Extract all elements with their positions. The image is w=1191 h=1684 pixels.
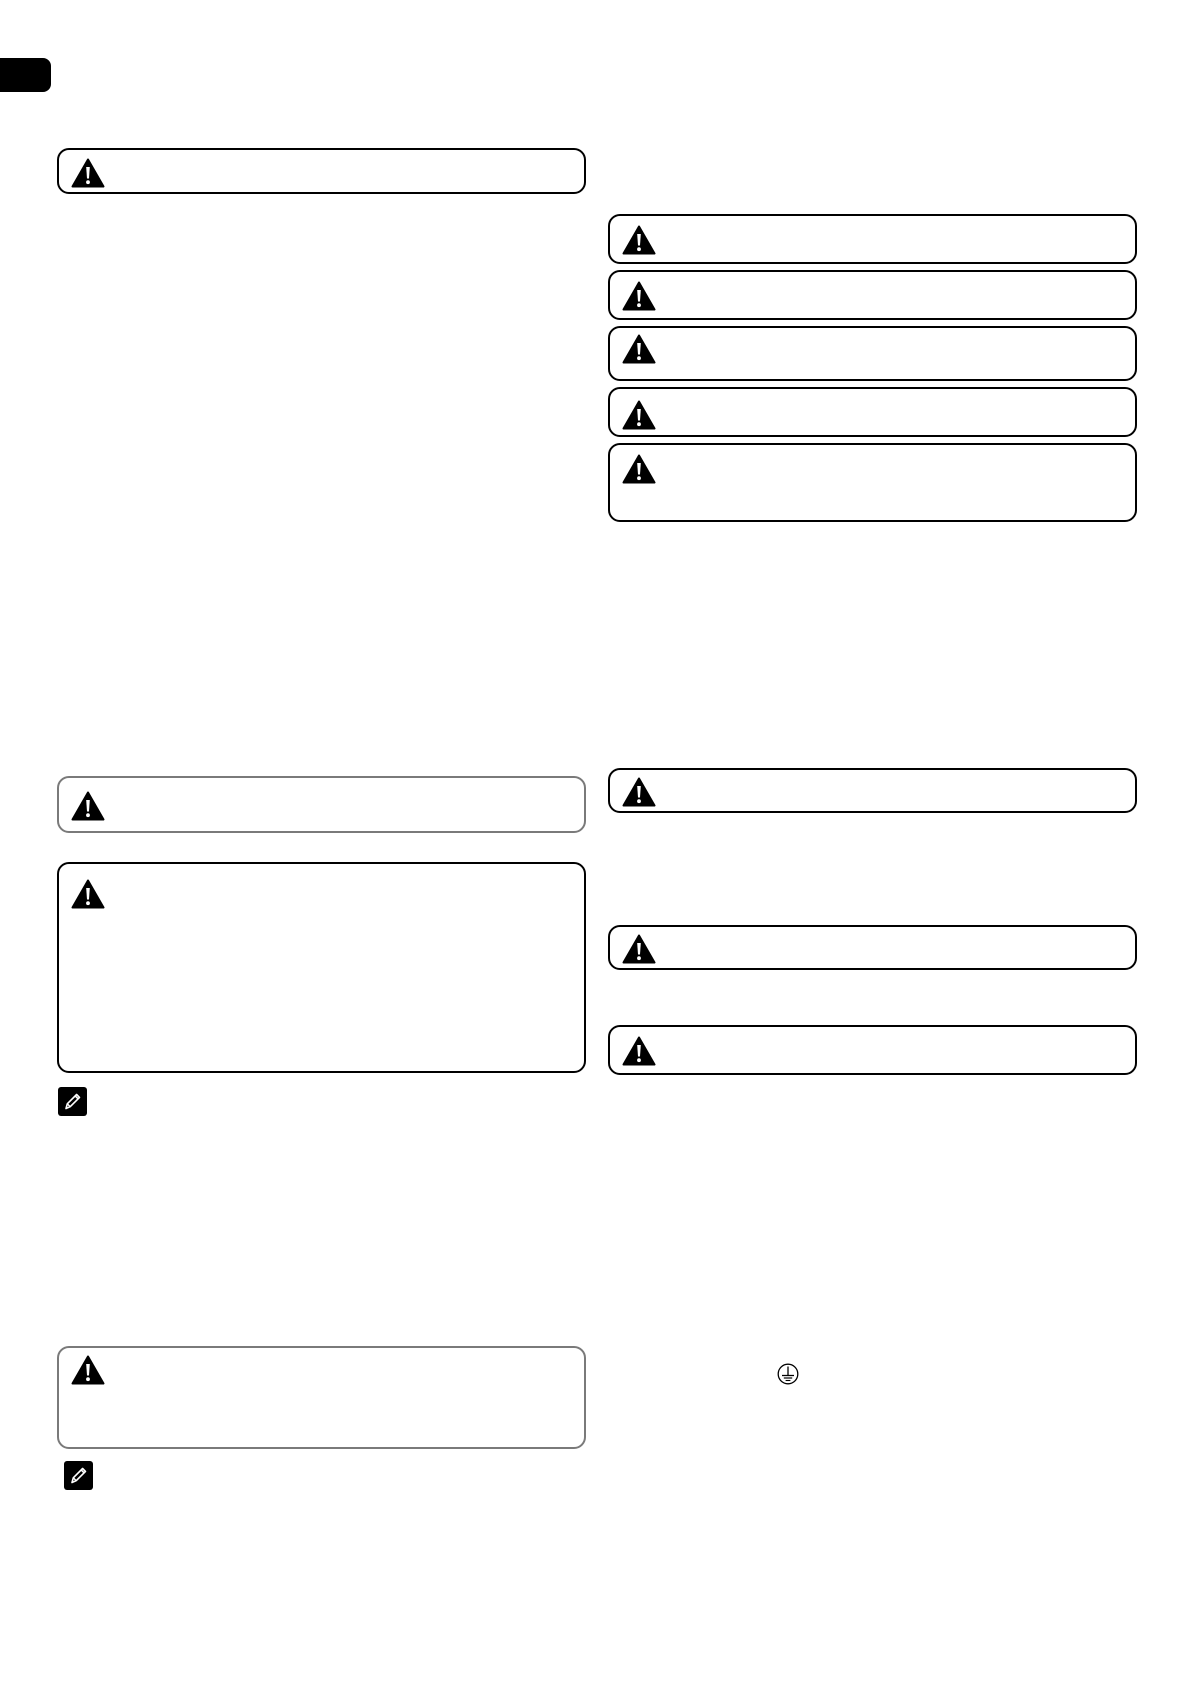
warning-triangle-icon (71, 1355, 105, 1385)
warning-box-12 (608, 1025, 1137, 1075)
warning-box-3 (57, 862, 586, 1073)
warning-triangle-icon (622, 225, 656, 255)
page-tab-marker (0, 58, 51, 92)
warning-box-2 (57, 776, 586, 833)
warning-box-1 (57, 148, 586, 194)
warning-triangle-icon (622, 334, 656, 364)
warning-triangle-icon (622, 934, 656, 964)
warning-box-8 (608, 387, 1137, 437)
warning-box-6 (608, 270, 1137, 320)
note-pencil-icon (64, 1461, 93, 1490)
warning-triangle-icon (622, 454, 656, 484)
warning-box-10 (608, 768, 1137, 813)
warning-box-9 (608, 443, 1137, 522)
warning-triangle-icon (622, 400, 656, 430)
protective-earth-icon (777, 1363, 799, 1385)
warning-triangle-icon (71, 879, 105, 909)
note-pencil-icon (58, 1087, 87, 1116)
warning-triangle-icon (71, 158, 105, 188)
warning-triangle-icon (622, 777, 656, 807)
warning-box-11 (608, 925, 1137, 970)
warning-box-5 (608, 214, 1137, 264)
warning-triangle-icon (622, 281, 656, 311)
warning-triangle-icon (71, 791, 105, 821)
warning-box-4 (57, 1346, 586, 1449)
warning-triangle-icon (622, 1036, 656, 1066)
warning-box-7 (608, 326, 1137, 381)
